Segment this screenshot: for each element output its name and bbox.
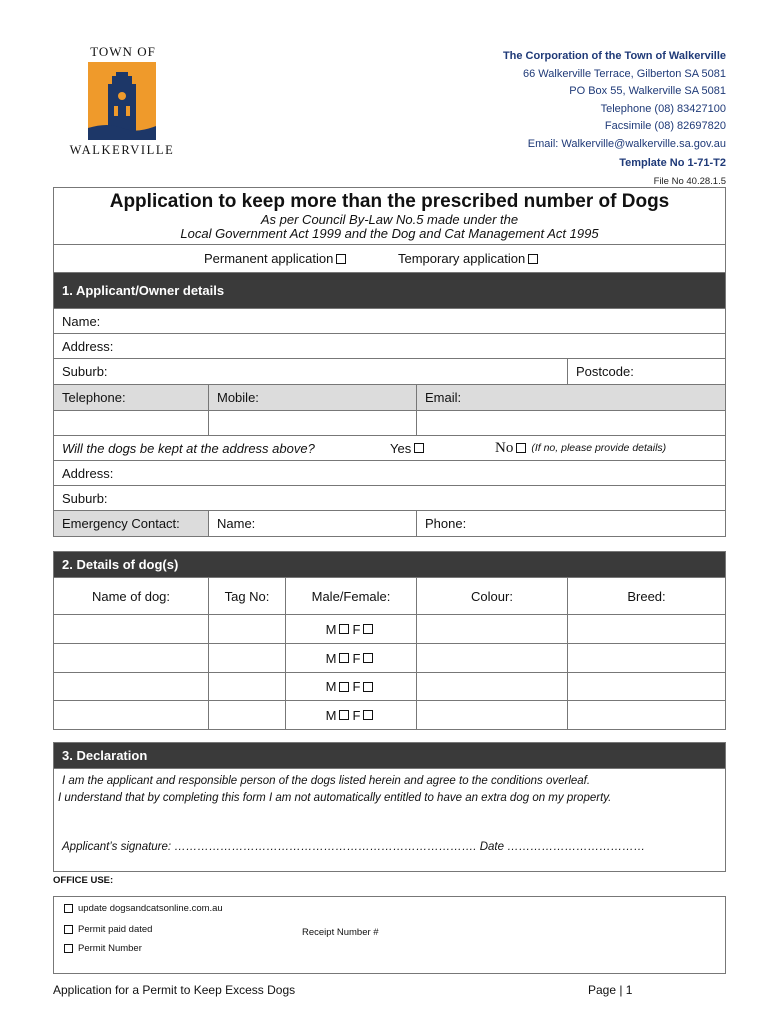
address-label: Address: — [62, 338, 114, 354]
postal-address: PO Box 55, Walkerville SA 5081 — [569, 85, 726, 98]
dog-colour-cell[interactable] — [416, 673, 567, 700]
dog-sex-cell — [285, 701, 416, 729]
col-tag-label: Tag No: — [224, 588, 270, 604]
council-contact-block — [503, 48, 726, 191]
email-input[interactable] — [416, 411, 725, 435]
org-name: The Corporation of the Town of Walkerville — [502, 50, 726, 62]
dog-sex-cell — [285, 673, 416, 700]
dog-table-row — [53, 615, 726, 644]
telephone: Telephone (08) 83427100 — [600, 102, 726, 115]
female-checkbox[interactable] — [363, 653, 373, 663]
dog-name-cell[interactable] — [54, 615, 208, 643]
yes-checkbox[interactable] — [414, 443, 424, 453]
receipt-number: Receipt Number # — [302, 927, 379, 938]
emergency-name-field[interactable] — [208, 511, 416, 536]
female-checkbox[interactable] — [363, 624, 373, 634]
telephone-input[interactable] — [54, 411, 208, 435]
dog-tag-cell[interactable] — [208, 644, 285, 672]
dog-sex-cell — [285, 644, 416, 672]
logo-bottom-text: WALKERVILLE — [69, 143, 175, 157]
office-item-1-label: update dogsandcatsonline.com.au — [78, 903, 223, 914]
yes-label: Yes — [390, 440, 412, 456]
dog-tag-cell[interactable] — [208, 701, 285, 729]
col-colour-label: Colour: — [471, 588, 513, 604]
female-label: F — [352, 621, 361, 637]
street-address: 66 Walkerville Terrace, Gilberton SA 5081 — [523, 67, 726, 80]
declaration-line-2: I understand that by completing this form I am not automatically entitled to have an extra dog on my property. — [58, 792, 612, 804]
email-header — [416, 385, 725, 410]
logo-top-text: TOWN OF — [90, 44, 156, 59]
footer-title: Application for a Permit to Keep Excess Dogs — [53, 983, 296, 997]
female-checkbox[interactable] — [363, 682, 373, 692]
permanent-checkbox[interactable] — [336, 254, 346, 264]
dog-breed-cell[interactable] — [567, 615, 725, 643]
female-label: F — [352, 707, 361, 723]
email-label: Email: — [425, 390, 462, 405]
temporary-option[interactable] — [398, 245, 541, 272]
form-title: Application to keep more than the prescribed number of Dogs — [109, 191, 670, 212]
contact-input-row — [53, 411, 726, 436]
dog-tag-cell[interactable] — [208, 615, 285, 643]
mobile-label: Mobile: — [217, 390, 259, 405]
dog-breed-cell[interactable] — [567, 644, 725, 672]
page-number: Page | 1 — [588, 983, 633, 997]
temporary-checkbox[interactable] — [528, 254, 538, 264]
male-label: M — [325, 707, 337, 723]
kept-question: Will the dogs be kept at the address above? — [62, 440, 315, 456]
form-subtitle-2: Local Government Act 1999 and the Dog and Cat Management Act 1995 — [180, 226, 599, 241]
dog-table-row — [53, 673, 726, 701]
emergency-phone-field[interactable] — [416, 511, 725, 536]
section3-heading: 3. Declaration — [53, 742, 726, 769]
town-logo — [88, 62, 156, 140]
contact-header-row — [53, 385, 726, 411]
female-label: F — [352, 650, 361, 666]
dog-table-row — [53, 701, 726, 730]
name-row[interactable] — [53, 309, 726, 334]
mobile-header — [208, 385, 416, 410]
dog-colour-cell[interactable] — [416, 615, 567, 643]
suburb-label: Suburb: — [62, 364, 108, 379]
postcode-label: Postcode: — [576, 364, 634, 379]
col-name-of-dog — [54, 578, 208, 614]
dog-table-row — [53, 644, 726, 673]
office-item-1[interactable] — [64, 903, 223, 914]
alt-address-label: Address: — [62, 465, 114, 481]
emergency-label: Emergency Contact: — [62, 516, 180, 531]
permanent-label: Permanent application — [204, 251, 334, 266]
col-sex-label: Male/Female: — [311, 588, 391, 604]
suburb-row — [53, 359, 726, 385]
dog-name-cell[interactable] — [54, 701, 208, 729]
declaration-box — [53, 769, 726, 872]
section2-heading: 2. Details of dog(s) — [53, 551, 726, 578]
female-label: F — [352, 679, 361, 694]
office-use-heading: OFFICE USE: — [53, 875, 114, 886]
male-checkbox[interactable] — [339, 710, 349, 720]
declaration-line-1: I am the applicant and responsible person of the dogs listed herein and agree to the conditions overleaf. — [62, 775, 591, 787]
office-checkbox-1[interactable] — [64, 904, 73, 913]
male-checkbox[interactable] — [339, 682, 349, 692]
form-subtitle-1: As per Council By-Law No.5 made under the — [260, 212, 519, 227]
alt-suburb-label: Suburb: — [62, 490, 108, 506]
office-checkbox-3[interactable] — [64, 944, 73, 953]
emergency-phone-label: Phone: — [425, 516, 467, 531]
office-item-2[interactable] — [64, 924, 152, 935]
kept-at-address-row — [53, 436, 726, 461]
dog-name-cell[interactable] — [54, 644, 208, 672]
dog-colour-cell[interactable] — [416, 701, 567, 729]
no-option[interactable] — [495, 436, 666, 460]
temporary-label: Temporary application — [398, 251, 526, 266]
office-checkbox-2[interactable] — [64, 925, 73, 934]
telephone-label: Telephone: — [62, 390, 126, 405]
dog-breed-cell[interactable] — [567, 673, 725, 700]
yes-option[interactable] — [390, 436, 427, 460]
no-checkbox[interactable] — [516, 443, 526, 453]
postcode-field[interactable] — [567, 359, 725, 384]
permanent-option[interactable] — [204, 245, 349, 272]
email: Email: Walkerville@walkerville.sa.gov.au — [527, 137, 726, 150]
male-label: M — [325, 650, 337, 666]
male-label: M — [325, 679, 337, 694]
dog-colour-cell[interactable] — [416, 644, 567, 672]
telephone-header — [54, 385, 208, 410]
emergency-header — [54, 511, 208, 536]
col-colour — [416, 578, 567, 614]
emergency-row — [53, 511, 726, 537]
suburb-field[interactable] — [54, 359, 567, 384]
name-label: Name: — [62, 313, 101, 329]
template-number: Template No 1-71-T2 — [619, 156, 726, 169]
col-tag-no — [208, 578, 285, 614]
office-use-box — [53, 896, 726, 974]
form-title-box — [53, 187, 726, 245]
office-item-3[interactable] — [64, 943, 142, 954]
dog-tag-cell[interactable] — [208, 673, 285, 700]
signature-line[interactable]: Applicant’s signature: ……………………………………………………………………. Date ……………………………… — [62, 841, 646, 853]
col-breed-label: Breed: — [627, 588, 666, 604]
office-item-3-label: Permit Number — [78, 943, 142, 954]
female-checkbox[interactable] — [363, 710, 373, 720]
emergency-name-label: Name: — [217, 516, 256, 531]
col-breed — [567, 578, 725, 614]
alt-suburb-row[interactable] — [53, 486, 726, 511]
dog-table-header — [53, 578, 726, 615]
col-name-label: Name of dog: — [91, 588, 171, 604]
file-number: File No 40.28.1.5 — [653, 176, 726, 188]
alt-address-row[interactable] — [53, 461, 726, 486]
male-checkbox[interactable] — [339, 624, 349, 634]
male-checkbox[interactable] — [339, 653, 349, 663]
no-note: (If no, please provide details) — [531, 442, 667, 454]
col-sex — [285, 578, 416, 614]
dog-breed-cell[interactable] — [567, 701, 725, 729]
office-item-2-label: Permit paid dated — [78, 924, 153, 935]
male-label: M — [325, 621, 337, 637]
section1-heading: 1. Applicant/Owner details — [53, 273, 726, 309]
address-row[interactable] — [53, 334, 726, 359]
facsimile: Facsimile (08) 82697820 — [604, 120, 726, 133]
dog-sex-cell — [285, 615, 416, 643]
mobile-input[interactable] — [208, 411, 416, 435]
no-label: No — [495, 439, 514, 456]
dog-name-cell[interactable] — [54, 673, 208, 700]
application-type-row — [53, 245, 726, 273]
